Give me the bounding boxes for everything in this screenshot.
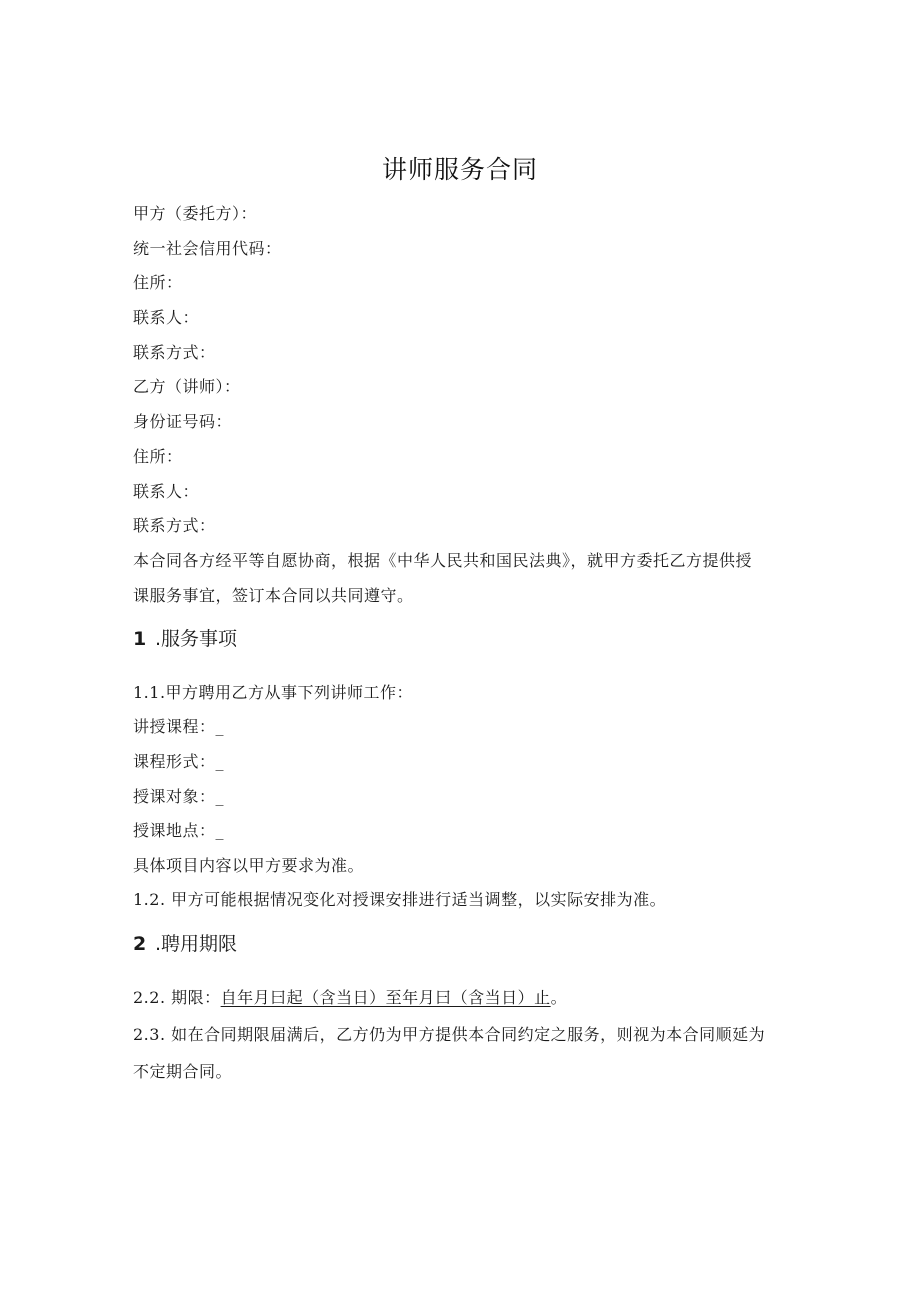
- party-a-contact: 联系人：: [133, 308, 200, 327]
- format-field: 课程形式：_: [133, 752, 225, 771]
- clause-2-2-term: 自年月曰起（含当日）至年月曰（含当日）止: [220, 988, 551, 1007]
- clause-2-3-line-1: 2.3. 如在合同期限届满后，乙方仍为甲方提供本合同约定之服务，则视为本合同顺延为: [133, 1025, 766, 1044]
- section-1-title: .服务事项: [155, 628, 238, 650]
- document-title: 讲师服务合同: [381, 155, 538, 184]
- clause-2-2-suffix: 。: [550, 988, 568, 1007]
- party-a-label: 甲方（委托方）：: [133, 204, 258, 223]
- section-2-title: .聘用期限: [155, 933, 238, 955]
- clause-1-2: 1.2. 甲方可能根据情况变化对授课安排进行适当调整，以实际安排为准。: [133, 890, 667, 909]
- party-b-address: 住所：: [133, 447, 183, 466]
- party-b-contact-method: 联系方式：: [133, 516, 216, 535]
- section-2-heading: [133, 932, 237, 956]
- course-field: 讲授课程：_: [133, 717, 225, 736]
- clause-1-1: 1.1.甲方聘用乙方从事下列讲师工作：: [133, 683, 414, 702]
- location-field: 授课地点：_: [133, 821, 225, 840]
- section-1-note: 具体项目内容以甲方要求为准。: [133, 856, 365, 875]
- clause-2-3-line-2: 不定期合同。: [133, 1062, 233, 1081]
- section-1-number: 1: [133, 628, 147, 650]
- party-a-contact-method: 联系方式：: [133, 343, 216, 362]
- party-b-id-number: 身份证号码：: [133, 412, 233, 431]
- section-1-heading: [133, 627, 237, 651]
- audience-field: 授课对象：_: [133, 787, 225, 806]
- preamble-line-1: 本合同各方经平等自愿协商，根据《中华人民共和国民法典》，就甲方委托乙方提供授: [133, 551, 753, 570]
- party-b-label: 乙方（讲师）：: [133, 377, 241, 396]
- party-a-address: 住所：: [133, 273, 183, 292]
- party-a-credit-code: 统一社会信用代码：: [133, 239, 282, 258]
- party-b-contact: 联系人：: [133, 482, 200, 501]
- clause-2-2: [133, 987, 567, 1009]
- clause-2-2-prefix: 2.2. 期限：: [133, 988, 221, 1007]
- section-2-number: 2: [133, 933, 147, 955]
- preamble-line-2: 课服务事宜，签订本合同以共同遵守。: [133, 586, 414, 605]
